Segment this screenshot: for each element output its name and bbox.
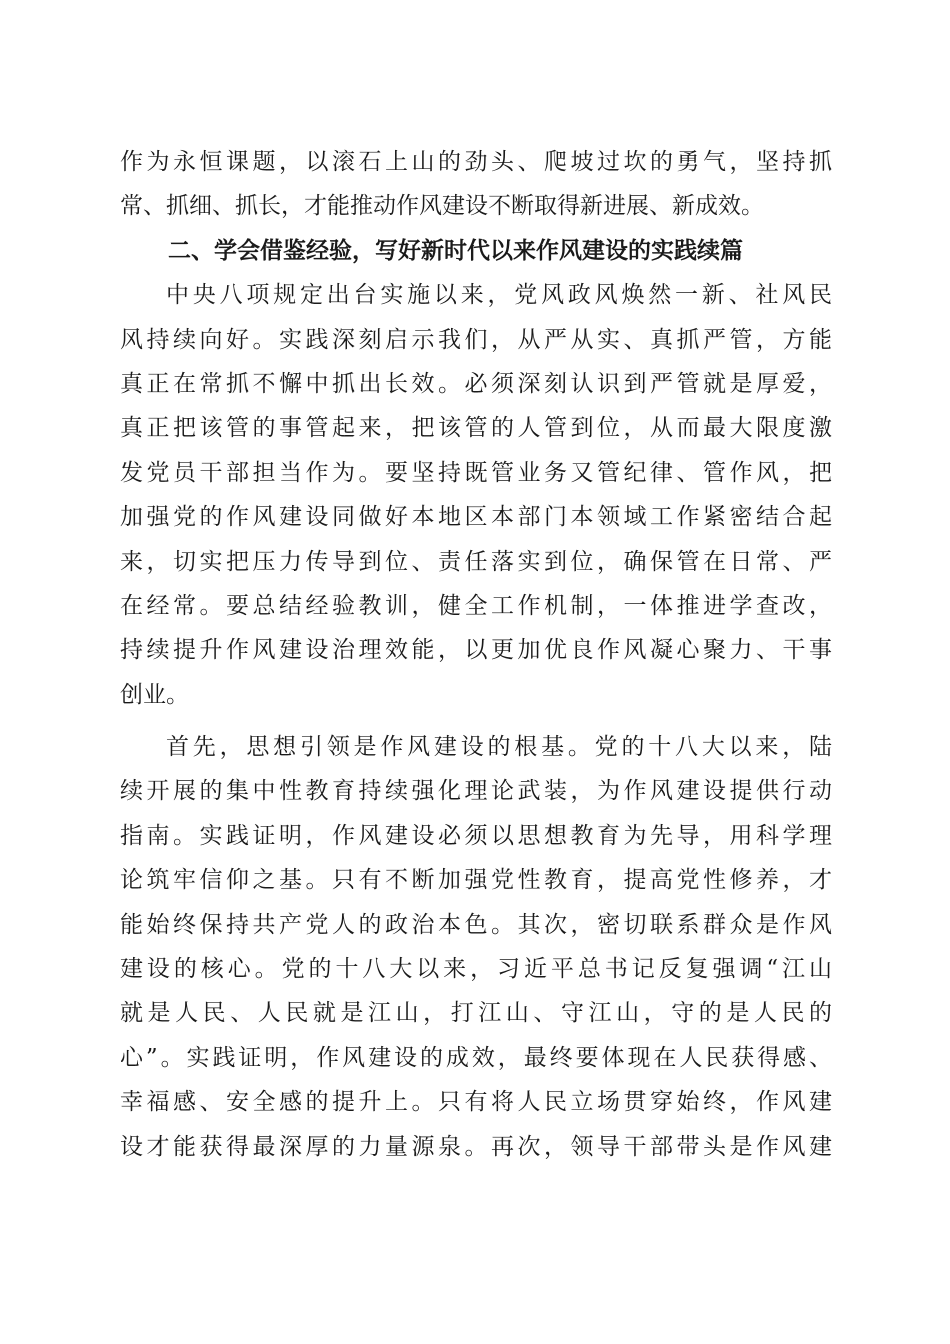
paragraph-line: 论筑牢信仰之基。只有不断加强党性教育，提高党性修养，才 [120, 867, 832, 894]
paragraph-line: 发党员干部担当作为。要坚持既管业务又管纪律、管作风，把 [120, 459, 832, 486]
paragraph-line: 中央八项规定出台实施以来，党风政风焕然一新、社风民 [166, 282, 832, 309]
paragraph-line: 来，切实把压力传导到位、责任落实到位，确保管在日常、严 [120, 548, 832, 575]
paragraph-line: 建设的核心。党的十八大以来，习近平总书记反复强调“江山 [120, 956, 832, 983]
paragraph-line: 持续提升作风建设治理效能，以更加优良作风凝心聚力、干事 [120, 637, 832, 664]
paragraph-line: 续开展的集中性教育持续强化理论武装，为作风建设提供行动 [120, 778, 832, 805]
paragraph-line: 就是人民、人民就是江山，打江山、守江山，守的是人民的 [120, 1000, 832, 1027]
paragraph-line: 首先，思想引领是作风建设的根基。党的十八大以来，陆 [166, 734, 832, 761]
paragraph-line: 幸福感、安全感的提升上。只有将人民立场贯穿始终，作风建 [120, 1089, 832, 1116]
body-text [120, 140, 832, 1169]
section-heading: 二、学会借鉴经验，写好新时代以来作风建设的实践续篇 [168, 237, 743, 264]
paragraph-line: 风持续向好。实践深刻启示我们，从严从实、真抓严管，方能 [120, 326, 832, 353]
paragraph-line: 作为永恒课题，以滚石上山的劲头、爬坡过坎的勇气，坚持抓 [120, 149, 832, 175]
paragraph-line: 真正在常抓不懈中抓出长效。必须深刻认识到严管就是厚爱， [120, 370, 832, 397]
paragraph-line: 心”。实践证明，作风建设的成效，最终要体现在人民获得感、 [120, 1044, 832, 1071]
paragraph-line: 在经常。要总结经验教训，健全工作机制，一体推进学查改， [120, 592, 832, 619]
paragraph-line: 指南。实践证明，作风建设必须以思想教育为先导，用科学理 [120, 822, 832, 849]
paragraph-line: 能始终保持共产党人的政治本色。其次，密切联系群众是作风 [120, 911, 832, 938]
paragraph-line: 真正把该管的事管起来，把该管的人管到位，从而最大限度激 [120, 415, 832, 442]
paragraph-line: 加强党的作风建设同做好本地区本部门本领域工作紧密结合起 [120, 504, 832, 531]
paragraph-line: 创业。 [120, 681, 189, 708]
paragraph-line: 常、抓细、抓长，才能推动作风建设不断取得新进展、新成效。 [120, 193, 764, 220]
paragraph-line: 设才能获得最深厚的力量源泉。再次，领导干部带头是作风建 [120, 1133, 832, 1160]
